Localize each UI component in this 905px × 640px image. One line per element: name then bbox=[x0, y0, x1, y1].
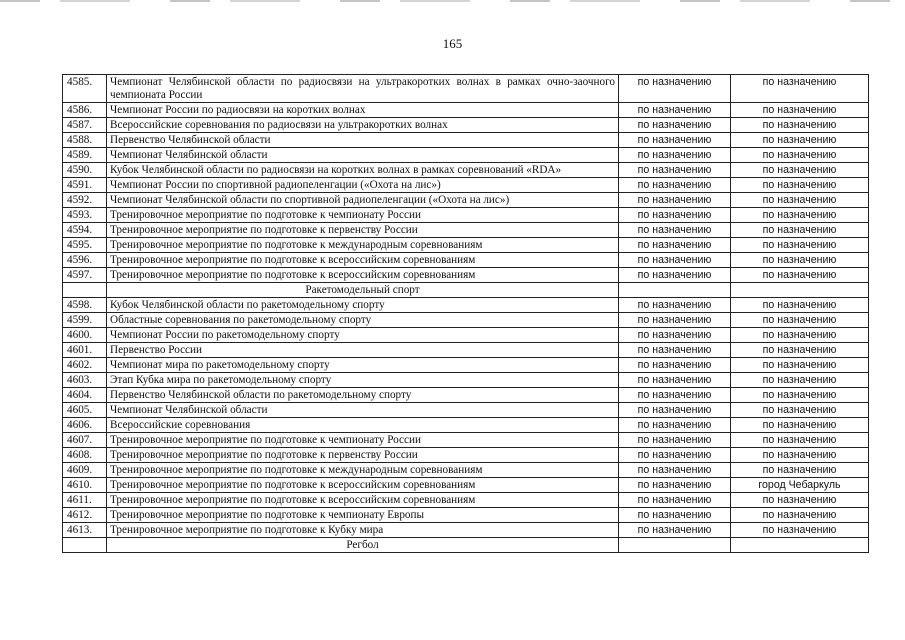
event-name: Чемпионат Челябинской области по спортивной радиопеленгации («Охота на лис») bbox=[110, 194, 510, 206]
event-name-cell bbox=[107, 193, 619, 208]
table-row bbox=[63, 238, 869, 253]
table-row bbox=[63, 358, 869, 373]
event-dates: по назначению bbox=[619, 493, 731, 508]
event-name-cell bbox=[107, 313, 619, 328]
event-name-cell bbox=[107, 238, 619, 253]
event-location: по назначению bbox=[731, 103, 869, 118]
row-number: 4613. bbox=[63, 523, 107, 538]
event-dates: по назначению bbox=[619, 178, 731, 193]
event-name-cell bbox=[107, 298, 619, 313]
event-location: по назначению bbox=[731, 148, 869, 163]
event-dates: по назначению bbox=[619, 328, 731, 343]
row-number: 4603. bbox=[63, 373, 107, 388]
table-row bbox=[63, 373, 869, 388]
event-location: по назначению bbox=[731, 298, 869, 313]
event-name-cell bbox=[107, 163, 619, 178]
event-location: по назначению bbox=[731, 75, 869, 103]
events-table bbox=[62, 74, 869, 553]
page-number: 165 bbox=[442, 36, 463, 51]
event-dates: по назначению bbox=[619, 478, 731, 493]
section-title: Регбол bbox=[107, 538, 619, 553]
section-header-row bbox=[63, 538, 869, 553]
row-number: 4600. bbox=[63, 328, 107, 343]
event-location: по назначению bbox=[731, 403, 869, 418]
section-header-row bbox=[63, 283, 869, 298]
event-name: Всероссийские соревнования по радиосвязи на ультракоротких волнах bbox=[110, 119, 448, 131]
table-row bbox=[63, 313, 869, 328]
table-row bbox=[63, 193, 869, 208]
row-number: 4612. bbox=[63, 508, 107, 523]
event-location: по назначению bbox=[731, 163, 869, 178]
row-number: 4601. bbox=[63, 343, 107, 358]
event-name: Тренировочное мероприятие по подготовке к первенству России bbox=[110, 449, 418, 461]
event-name: Чемпионат России по ракетомодельному спорту bbox=[110, 329, 340, 341]
event-name-cell bbox=[107, 133, 619, 148]
event-name: Тренировочное мероприятие по подготовке к международным соревнованиям bbox=[110, 239, 483, 251]
event-name: Первенство России bbox=[110, 344, 202, 356]
row-number: 4595. bbox=[63, 238, 107, 253]
table-row bbox=[63, 508, 869, 523]
event-name: Тренировочное мероприятие по подготовке к чемпионату Европы bbox=[110, 509, 425, 521]
row-number: 4592. bbox=[63, 193, 107, 208]
event-name-cell bbox=[107, 103, 619, 118]
event-name: Тренировочное мероприятие по подготовке к чемпионату России bbox=[110, 209, 421, 221]
event-name: Чемпионат Челябинской области по радиосвязи на ультракоротких волнах в рамках очно-заочного чемпионата России bbox=[110, 76, 615, 101]
table-row bbox=[63, 178, 869, 193]
event-location: по назначению bbox=[731, 433, 869, 448]
event-dates: по назначению bbox=[619, 133, 731, 148]
event-location: по назначению bbox=[731, 388, 869, 403]
table-row bbox=[63, 463, 869, 478]
row-number: 4588. bbox=[63, 133, 107, 148]
table-row bbox=[63, 388, 869, 403]
event-location: по назначению bbox=[731, 118, 869, 133]
table-row bbox=[63, 118, 869, 133]
event-name-cell bbox=[107, 463, 619, 478]
event-location: по назначению bbox=[731, 253, 869, 268]
events-table-body bbox=[63, 75, 869, 553]
event-name: Областные соревнования по ракетомодельному спорту bbox=[110, 314, 372, 326]
table-row bbox=[63, 103, 869, 118]
event-name: Тренировочное мероприятие по подготовке к всероссийским соревнованиям bbox=[110, 479, 476, 491]
event-dates: по назначению bbox=[619, 253, 731, 268]
event-dates: по назначению bbox=[619, 298, 731, 313]
section-empty-cell bbox=[731, 538, 869, 553]
event-name: Тренировочное мероприятие по подготовке к всероссийским соревнованиям bbox=[110, 269, 476, 281]
event-dates: по назначению bbox=[619, 403, 731, 418]
table-row bbox=[63, 268, 869, 283]
event-name-cell bbox=[107, 178, 619, 193]
event-location: по назначению bbox=[731, 133, 869, 148]
event-name-cell bbox=[107, 343, 619, 358]
row-number: 4604. bbox=[63, 388, 107, 403]
row-number: 4599. bbox=[63, 313, 107, 328]
table-row bbox=[63, 478, 869, 493]
row-number: 4608. bbox=[63, 448, 107, 463]
event-name-cell bbox=[107, 403, 619, 418]
event-name-cell bbox=[107, 253, 619, 268]
event-location: по назначению bbox=[731, 193, 869, 208]
row-number: 4589. bbox=[63, 148, 107, 163]
section-title: Ракетомодельный спорт bbox=[107, 283, 619, 298]
event-name-cell bbox=[107, 358, 619, 373]
event-dates: по назначению bbox=[619, 208, 731, 223]
table-row bbox=[63, 148, 869, 163]
event-name-cell bbox=[107, 388, 619, 403]
table-row bbox=[63, 298, 869, 313]
event-location: по назначению bbox=[731, 523, 869, 538]
section-num-cell bbox=[63, 538, 107, 553]
event-name-cell bbox=[107, 433, 619, 448]
event-name-cell bbox=[107, 328, 619, 343]
event-location: по назначению bbox=[731, 418, 869, 433]
event-location: по назначению bbox=[731, 373, 869, 388]
event-dates: по назначению bbox=[619, 313, 731, 328]
event-name: Тренировочное мероприятие по подготовке к чемпионату России bbox=[110, 434, 421, 446]
event-name: Чемпионат Челябинской области bbox=[110, 149, 268, 161]
table-row bbox=[63, 328, 869, 343]
table-row bbox=[63, 523, 869, 538]
event-name: Первенство Челябинской области по ракетомодельному спорту bbox=[110, 389, 412, 401]
event-dates: по назначению bbox=[619, 193, 731, 208]
event-name-cell bbox=[107, 478, 619, 493]
event-name: Кубок Челябинской области по радиосвязи на коротких волнах в рамках соревнований «RDA» bbox=[110, 164, 562, 176]
event-name-cell bbox=[107, 493, 619, 508]
event-location: по назначению bbox=[731, 463, 869, 478]
row-number: 4596. bbox=[63, 253, 107, 268]
event-location: по назначению bbox=[731, 328, 869, 343]
row-number: 4610. bbox=[63, 478, 107, 493]
event-dates: по назначению bbox=[619, 508, 731, 523]
row-number: 4586. bbox=[63, 103, 107, 118]
event-location: по назначению bbox=[731, 223, 869, 238]
row-number: 4591. bbox=[63, 178, 107, 193]
event-dates: по назначению bbox=[619, 223, 731, 238]
event-name-cell bbox=[107, 523, 619, 538]
section-num-cell bbox=[63, 283, 107, 298]
event-dates: по назначению bbox=[619, 358, 731, 373]
event-name: Тренировочное мероприятие по подготовке к всероссийским соревнованиям bbox=[110, 254, 476, 266]
event-location: по назначению bbox=[731, 493, 869, 508]
table-row bbox=[63, 208, 869, 223]
event-location: по назначению bbox=[731, 358, 869, 373]
event-name-cell bbox=[107, 268, 619, 283]
event-name-cell bbox=[107, 223, 619, 238]
row-number: 4590. bbox=[63, 163, 107, 178]
event-name-cell bbox=[107, 75, 619, 103]
row-number: 4602. bbox=[63, 358, 107, 373]
row-number: 4611. bbox=[63, 493, 107, 508]
table-row bbox=[63, 433, 869, 448]
event-name: Чемпионат Челябинской области bbox=[110, 404, 268, 416]
event-dates: по назначению bbox=[619, 433, 731, 448]
row-number: 4593. bbox=[63, 208, 107, 223]
event-name-cell bbox=[107, 448, 619, 463]
event-name: Кубок Челябинской области по ракетомодельному спорту bbox=[110, 299, 385, 311]
event-name-cell bbox=[107, 508, 619, 523]
event-name: Тренировочное мероприятие по подготовке к Кубку мира bbox=[110, 524, 384, 536]
table-row bbox=[63, 493, 869, 508]
event-location: по назначению bbox=[731, 178, 869, 193]
row-number: 4585. bbox=[63, 75, 107, 103]
table-row bbox=[63, 133, 869, 148]
event-dates: по назначению bbox=[619, 523, 731, 538]
table-row bbox=[63, 223, 869, 238]
event-name: Первенство Челябинской области bbox=[110, 134, 271, 146]
section-empty-cell bbox=[619, 283, 731, 298]
event-name-cell bbox=[107, 118, 619, 133]
row-number: 4587. bbox=[63, 118, 107, 133]
table-row bbox=[63, 418, 869, 433]
event-name-cell bbox=[107, 148, 619, 163]
table-row bbox=[63, 448, 869, 463]
event-dates: по назначению bbox=[619, 373, 731, 388]
row-number: 4597. bbox=[63, 268, 107, 283]
event-dates: по назначению bbox=[619, 238, 731, 253]
event-location: по назначению bbox=[731, 343, 869, 358]
event-name: Тренировочное мероприятие по подготовке к международным соревнованиям bbox=[110, 464, 483, 476]
row-number: 4609. bbox=[63, 463, 107, 478]
scan-edge-artifact bbox=[0, 0, 905, 2]
row-number: 4607. bbox=[63, 433, 107, 448]
event-location: по назначению bbox=[731, 313, 869, 328]
event-dates: по назначению bbox=[619, 268, 731, 283]
event-dates: по назначению bbox=[619, 103, 731, 118]
event-name: Тренировочное мероприятие по подготовке к первенству России bbox=[110, 224, 418, 236]
event-dates: по назначению bbox=[619, 388, 731, 403]
section-empty-cell bbox=[619, 538, 731, 553]
row-number: 4605. bbox=[63, 403, 107, 418]
event-name-cell bbox=[107, 208, 619, 223]
table-row bbox=[63, 75, 869, 103]
event-name-cell bbox=[107, 373, 619, 388]
event-name: Всероссийские соревнования bbox=[110, 419, 251, 431]
row-number: 4594. bbox=[63, 223, 107, 238]
event-name: Чемпионат мира по ракетомодельному спорту bbox=[110, 359, 330, 371]
event-dates: по назначению bbox=[619, 448, 731, 463]
table-row bbox=[63, 403, 869, 418]
event-name: Чемпионат России по радиосвязи на коротких волнах bbox=[110, 104, 366, 116]
event-dates: по назначению bbox=[619, 75, 731, 103]
event-location: по назначению bbox=[731, 268, 869, 283]
event-location: по назначению bbox=[731, 508, 869, 523]
section-empty-cell bbox=[731, 283, 869, 298]
event-dates: по назначению bbox=[619, 148, 731, 163]
event-name: Этап Кубка мира по ракетомодельному спорту bbox=[110, 374, 332, 386]
table-row bbox=[63, 163, 869, 178]
event-dates: по назначению bbox=[619, 163, 731, 178]
row-number: 4598. bbox=[63, 298, 107, 313]
row-number: 4606. bbox=[63, 418, 107, 433]
event-dates: по назначению bbox=[619, 418, 731, 433]
event-dates: по назначению bbox=[619, 118, 731, 133]
event-location: по назначению bbox=[731, 208, 869, 223]
event-dates: по назначению bbox=[619, 463, 731, 478]
table-row bbox=[63, 253, 869, 268]
event-location: по назначению bbox=[731, 238, 869, 253]
event-name: Чемпионат России по спортивной радиопеленгации («Охота на лис») bbox=[110, 179, 441, 191]
event-location: по назначению bbox=[731, 448, 869, 463]
event-name: Тренировочное мероприятие по подготовке к всероссийским соревнованиям bbox=[110, 494, 476, 506]
table-row bbox=[63, 343, 869, 358]
event-location: город Чебаркуль bbox=[731, 478, 869, 493]
event-name-cell bbox=[107, 418, 619, 433]
event-dates: по назначению bbox=[619, 343, 731, 358]
